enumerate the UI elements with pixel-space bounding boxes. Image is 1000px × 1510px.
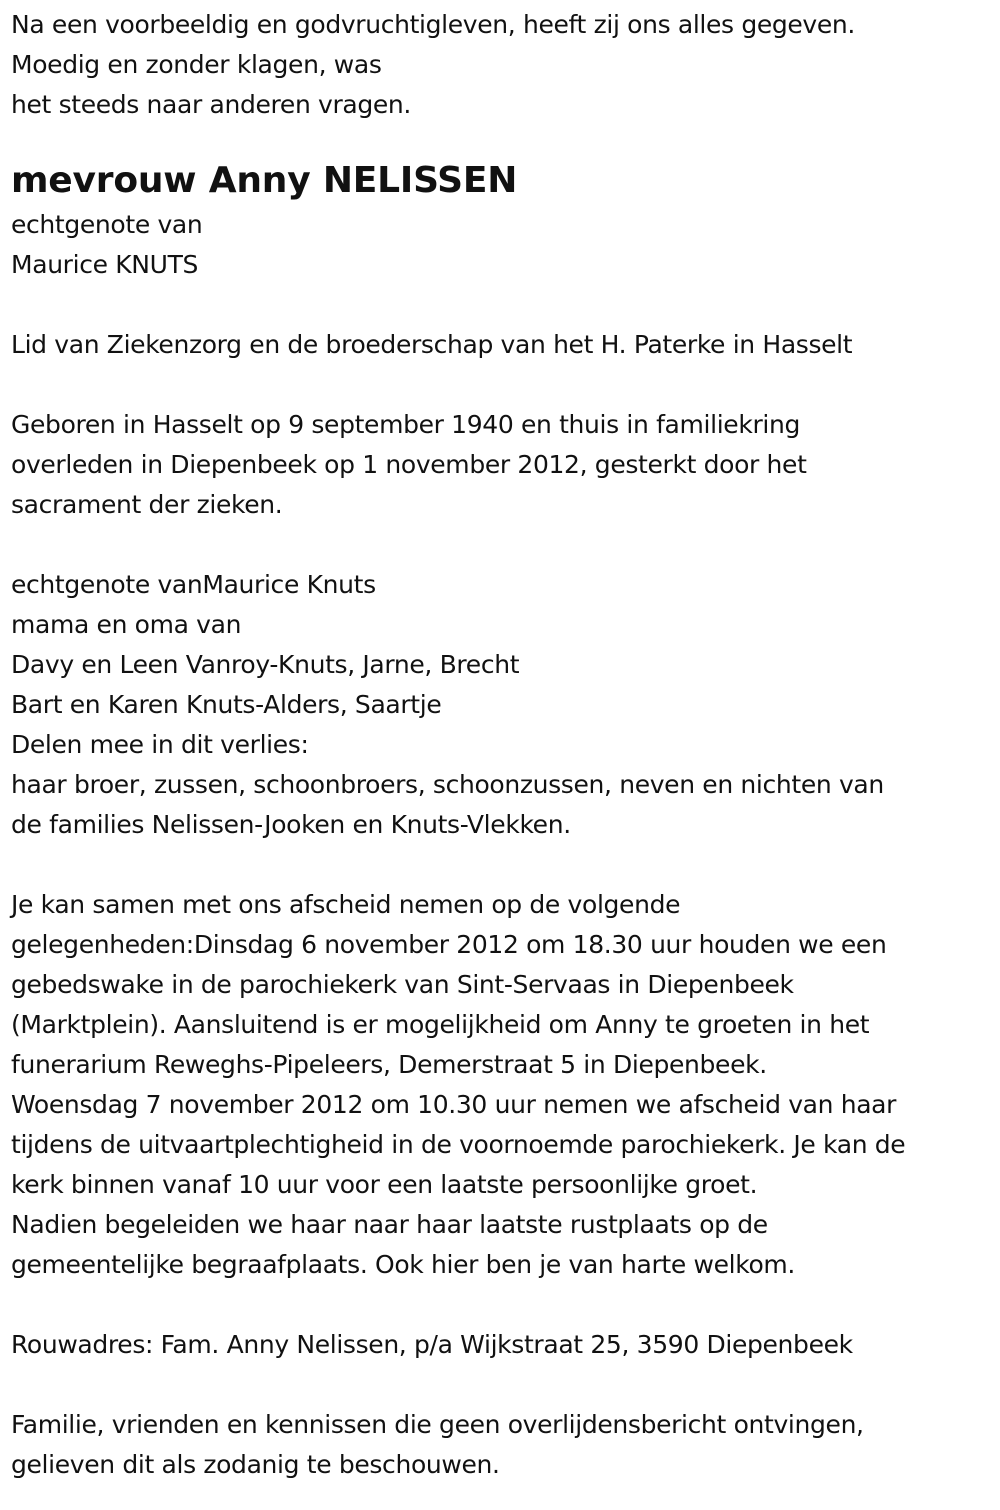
family-line: Delen mee in dit verlies:	[11, 730, 309, 759]
closing-line: Familie, vrienden en kennissen die geen overlijdensbericht ontvingen,	[11, 1410, 864, 1439]
family-line: de families Nelissen-Jooken en Knuts-Vlekken.	[11, 810, 571, 839]
ceremony-block	[11, 885, 996, 1285]
ceremony-line: gebedswake in de parochiekerk van Sint-Servaas in Diepenbeek	[11, 970, 794, 999]
obituary-document	[11, 5, 996, 1485]
ceremony-line: (Marktplein). Aansluitend is er mogelijkheid om Anny te groeten in het	[11, 1010, 870, 1039]
mourning-address: Rouwadres: Fam. Anny Nelissen, p/a Wijkstraat 25, 3590 Diepenbeek	[11, 1330, 853, 1359]
ceremony-line: gemeentelijke begraafplaats. Ook hier ben je van harte welkom.	[11, 1250, 796, 1279]
birth-death-line: Geboren in Hasselt op 9 september 1940 en thuis in familiekring	[11, 410, 800, 439]
ceremony-line: Woensdag 7 november 2012 om 10.30 uur nemen we afscheid van haar	[11, 1090, 897, 1119]
membership-line: Lid van Ziekenzorg en de broederschap van het H. Paterke in Hasselt	[11, 330, 853, 359]
ceremony-line: funerarium Reweghs-Pipeleers, Demerstraat 5 in Diepenbeek.	[11, 1050, 767, 1079]
motto-line: Moedig en zonder klagen, was	[11, 50, 382, 79]
deceased-block	[11, 157, 996, 285]
motto-line: Na een voorbeeldig en godvruchtigleven, heeft zij ons alles gegeven.	[11, 10, 855, 39]
deceased-name: mevrouw Anny NELISSEN	[11, 160, 518, 201]
birth-death-line: overleden in Diepenbeek op 1 november 2012, gesterkt door het	[11, 450, 807, 479]
family-block	[11, 565, 996, 845]
closing-block	[11, 1405, 996, 1485]
family-line: haar broer, zussen, schoonbroers, schoonzussen, neven en nichten van	[11, 770, 884, 799]
relation-line: echtgenote van	[11, 210, 203, 239]
ceremony-line: gelegenheden:Dinsdag 6 november 2012 om 18.30 uur houden we een	[11, 930, 887, 959]
family-line: Davy en Leen Vanroy-Knuts, Jarne, Brecht	[11, 650, 520, 679]
motto-line: het steeds naar anderen vragen.	[11, 90, 412, 119]
birth-death-block	[11, 405, 996, 525]
birth-death-line: sacrament der zieken.	[11, 490, 283, 519]
family-line: echtgenote vanMaurice Knuts	[11, 570, 376, 599]
family-line: mama en oma van	[11, 610, 242, 639]
ceremony-line: kerk binnen vanaf 10 uur voor een laatste persoonlijke groet.	[11, 1170, 758, 1199]
ceremony-line: Je kan samen met ons afscheid nemen op de volgende	[11, 890, 681, 919]
family-line: Bart en Karen Knuts-Alders, Saartje	[11, 690, 442, 719]
ceremony-line: tijdens de uitvaartplechtigheid in de voornoemde parochiekerk. Je kan de	[11, 1130, 906, 1159]
motto-block	[11, 5, 996, 125]
ceremony-line: Nadien begeleiden we haar naar haar laatste rustplaats op de	[11, 1210, 768, 1239]
closing-line: gelieven dit als zodanig te beschouwen.	[11, 1450, 500, 1479]
relation-line: Maurice KNUTS	[11, 250, 199, 279]
